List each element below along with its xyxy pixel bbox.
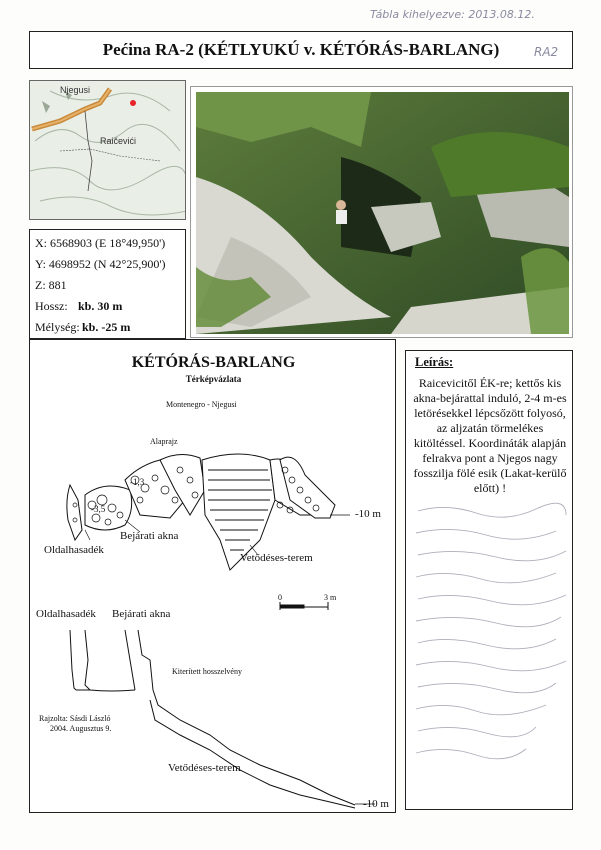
section-side-crack: Oldalhasadék [36,608,96,620]
scale-end: 3 m [324,593,337,602]
plan-label: Alaprajz [150,437,178,446]
description-text: Raicevicitől ÉK-re; kettős kis akna-bejárattal induló, 2-4 m-es letörésekkel lépcsőzött folyosó, az aljzatán törmelékes kitöltéssel. Koordináták alapján felrakva pont a Njegos nagy fosszilja fölé esik (Lakat-kerülő előtt) ! [413,376,567,495]
plan-depth-label: -10 m [355,508,381,520]
description-heading: Leírás: [415,355,454,369]
locator-map [29,80,186,220]
depth-mark-1: -1,3 [130,477,145,487]
page-title: Pećina RA-2 (KÉTLYUKÚ v. KÉTÓRÁS-BARLANG) [102,40,500,59]
depth-value: kb. -25 m [82,320,131,334]
cave-photo-graphic [191,87,573,338]
label-side-crack: Oldalhasadék [44,544,104,556]
author-name: Rajzolta: Sásdi László [39,714,111,723]
cave-survey-drawing [30,340,397,814]
length-value: kb. 30 m [78,299,123,313]
map-village-njegusi: Njegusi [60,85,91,95]
cave-map [29,339,396,813]
label-entrance-shaft: Bejárati akna [120,530,179,542]
coordinates-box [29,229,186,339]
author-date: 2004. Augusztus 9. [50,724,112,733]
map-village-raicevici: Raičevići [100,136,137,146]
locator-map-graphic [30,81,186,220]
cave-location-marker [130,100,136,106]
section-label: Kiterített hosszelvény [172,667,242,676]
map-location: Montenegro - Njegusi [166,400,237,409]
section-depth-label: -10 m [363,798,389,810]
cave-entrance-photo [190,86,573,338]
label-fault-chamber: Vetődéses-terem [240,552,313,564]
section-entrance-shaft: Bejárati akna [112,608,171,620]
handwritten-side-note: RA2 [534,45,559,59]
section-fault-chamber: Vetődéses-terem [168,762,241,774]
scale-zero: 0 [278,593,282,602]
depth-mark-2: -3,5 [91,504,106,514]
handwritten-notes-scribble [406,501,572,801]
depth-label: Mélység: [35,320,80,334]
coord-z: Z: 881 [35,278,67,292]
page-title-box [29,31,573,69]
map-title: KÉTÓRÁS-BARLANG [131,354,296,371]
map-subtitle: Térképvázlata [185,374,242,384]
coord-y: Y: 4698952 (N 42°25,900') [35,257,166,271]
coord-x: X: 6568903 (E 18°49,950') [35,236,166,250]
handwritten-date-note: Tábla kihelyezve: 2013.08.12. [370,8,535,21]
length-label: Hossz: [35,299,68,313]
description-box [405,350,573,810]
